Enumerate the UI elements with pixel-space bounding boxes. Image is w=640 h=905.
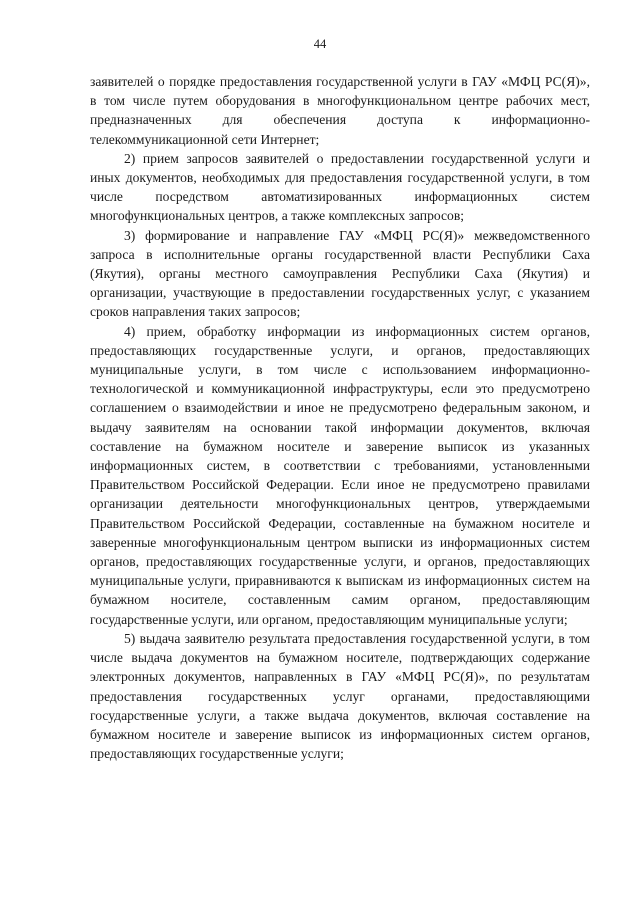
paragraph-item-3: 3) формирование и направление ГАУ «МФЦ РС(Я)» межведомственного запроса в исполнительные органы государственной власти Республики Саха (Якутия), органы местного самоуправления Республики Саха (Якутия) и организации, участвующие в предоставлении государственных услуг, с указанием сроков направления таких запросов; — [90, 227, 590, 320]
paragraph-item-4: 4) прием, обработку информации из информационных систем органов, предоставляющих государственные услуги, и органов, предоставляющих муниципальные услуги, в том числе с использованием информационно-технологической и коммуникационной инфраструктуры, если это предусмотрено соглашением о взаимодействии и иное не предусмотрено федеральным законом, и выдачу заявителям на основании такой информации документов, включая составление на бумажном носителе и заверение выписок из указанных информационных систем, в соответствии с требованиями, установленными Правительством Российской Федерации. Если иное не предусмотрено правилами организации деятельности многофункциональных центров, утверждаемыми Правительством Российской Федерации, составленные на бумажном носителе и заверенные многофункциональным центром выписки из информационных систем органов, предоставляющих государственные услуги, и органов, предоставляющих муниципальные услуги, приравниваются к выпискам из информационных систем на бумажном носителе, составленным самим органом, предоставляющим государственные услуги, или органом, предоставляющим муниципальные услуги; — [90, 323, 590, 627]
document-body — [90, 72, 590, 763]
paragraph-continuation: заявителей о порядке предоставления государственной услуги в ГАУ «МФЦ РС(Я)», в том числе путем оборудования в многофункциональном центре рабочих мест, предназначенных для обеспечения доступа к информационно-телекоммуникационной сети Интернет; — [90, 74, 590, 147]
page-number: 44 — [313, 37, 327, 51]
paragraph-item-5: 5) выдача заявителю результата предоставления государственной услуги, в том числе выдача документов на бумажном носителе, подтверждающих содержание электронных документов, направленных в ГАУ «МФЦ РС(Я)», по результатам предоставления государственных услуг органами, предоставляющими государственные услуги, а также выдача документов, включая составление на бумажном носителе и заверение выписок из информационных систем органов, предоставляющих государственные услуги; — [90, 630, 590, 762]
paragraph-item-2: 2) прием запросов заявителей о предоставлении государственной услуги и иных документов, необходимых для предоставления государственной услуги, в том числе посредством автоматизированных информационных систем многофункциональных центров, а также комплексных запросов; — [90, 150, 590, 224]
